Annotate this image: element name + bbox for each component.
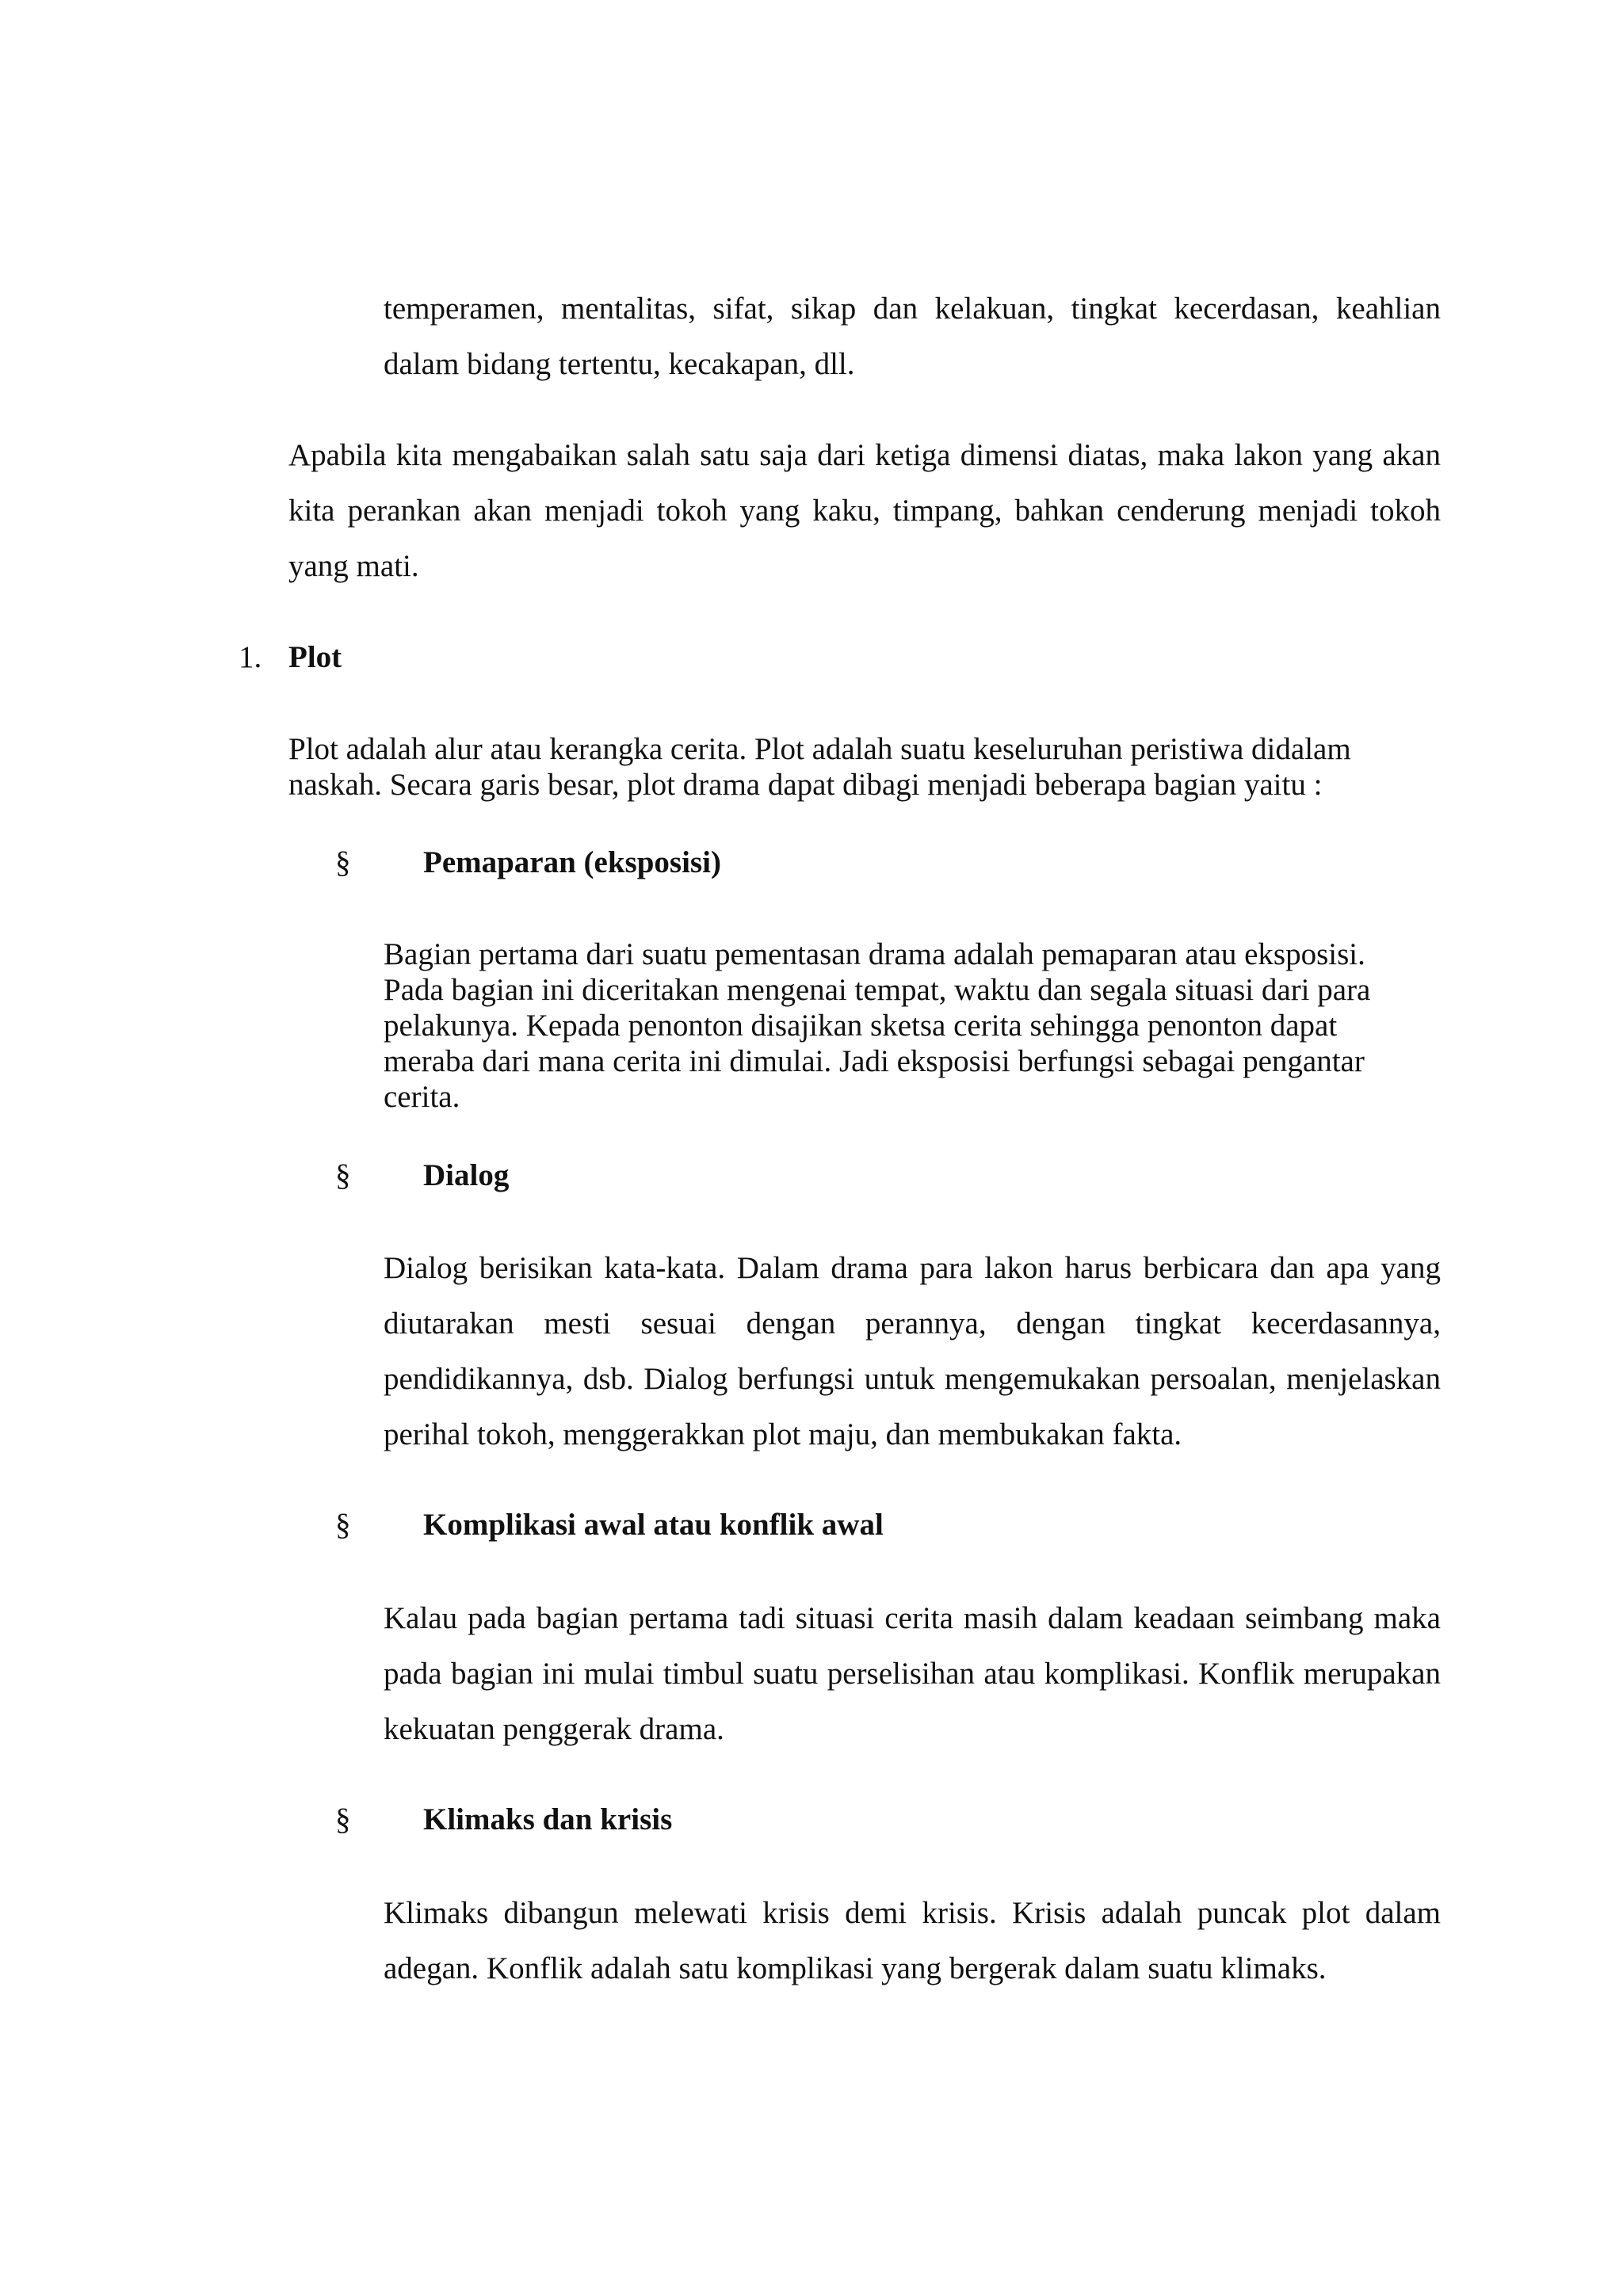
continuation-paragraph: temperamen, mentalitas, sifat, sikap dan kelakuan, tingkat kecerdasan, keahlian dalam bidang tertentu, kecakapan, dll.	[384, 292, 1441, 381]
bullet-marker: §	[335, 1158, 351, 1192]
item-paragraph-line: meraba dari mana cerita ini dimulai. Jadi eksposisi berfungsi sebagai pengantar	[384, 1044, 1365, 1078]
item-paragraph-dialog: Dialog berisikan kata-kata. Dalam drama para lakon harus berbicara dan apa yang diutarakan mesti sesuai dengan perannya, dengan tingkat kecerdasannya, pendidikannya, dsb. Dialog berfungsi untuk mengemukakan persoalan, menjelaskan perihal tokoh, menggerakkan plot maju, dan membukakan fakta.	[384, 1251, 1441, 1451]
item-paragraph-komplikasi: Kalau pada bagian pertama tadi situasi cerita masih dalam keadaan seimbang maka pada bagian ini mulai timbul suatu perselisihan atau komplikasi. Konflik merupakan kekuatan penggerak drama.	[384, 1601, 1441, 1746]
item-paragraph-line: Pada bagian ini diceritakan mengenai tempat, waktu dan segala situasi dari para	[384, 973, 1371, 1007]
bullet-marker: §	[335, 1802, 351, 1836]
section-paragraph-line: naskah. Secara garis besar, plot drama dapat dibagi menjadi beberapa bagian yaitu :	[288, 768, 1323, 802]
section-paragraph-line: Plot adalah alur atau kerangka cerita. Plot adalah suatu keseluruhan peristiwa didalam	[288, 732, 1351, 766]
bullet-marker: §	[335, 1508, 351, 1542]
item-paragraph-pemaparan	[384, 936, 1441, 1115]
section-title: Plot	[288, 640, 342, 674]
item-paragraph-line: cerita.	[384, 1080, 460, 1114]
item-title-klimaks: Klimaks dan krisis	[423, 1802, 673, 1836]
item-paragraph-line: pelakunya. Kepada penonton disajikan sketsa cerita sehingga penonton dapat	[384, 1009, 1338, 1043]
item-title-pemaparan: Pemaparan (eksposisi)	[423, 845, 721, 879]
bullet-marker: §	[335, 845, 351, 879]
section-number: 1.	[239, 640, 262, 674]
item-paragraph-klimaks: Klimaks dibangun melewati krisis demi krisis. Krisis adalah puncak plot dalam adegan. Konflik adalah satu komplikasi yang bergerak dalam suatu klimaks.	[384, 1896, 1441, 1985]
item-title-dialog: Dialog	[423, 1158, 510, 1192]
item-paragraph-line: Bagian pertama dari suatu pementasan drama adalah pemaparan atau eksposisi.	[384, 937, 1365, 971]
section-paragraph	[288, 731, 1441, 803]
item-title-komplikasi: Komplikasi awal atau konflik awal	[423, 1508, 884, 1542]
intro-paragraph: Apabila kita mengabaikan salah satu saja dari ketiga dimensi diatas, maka lakon yang akan kita perankan akan menjadi tokoh yang kaku, timpang, bahkan cenderung menjadi tokoh yang mati.	[288, 438, 1441, 583]
